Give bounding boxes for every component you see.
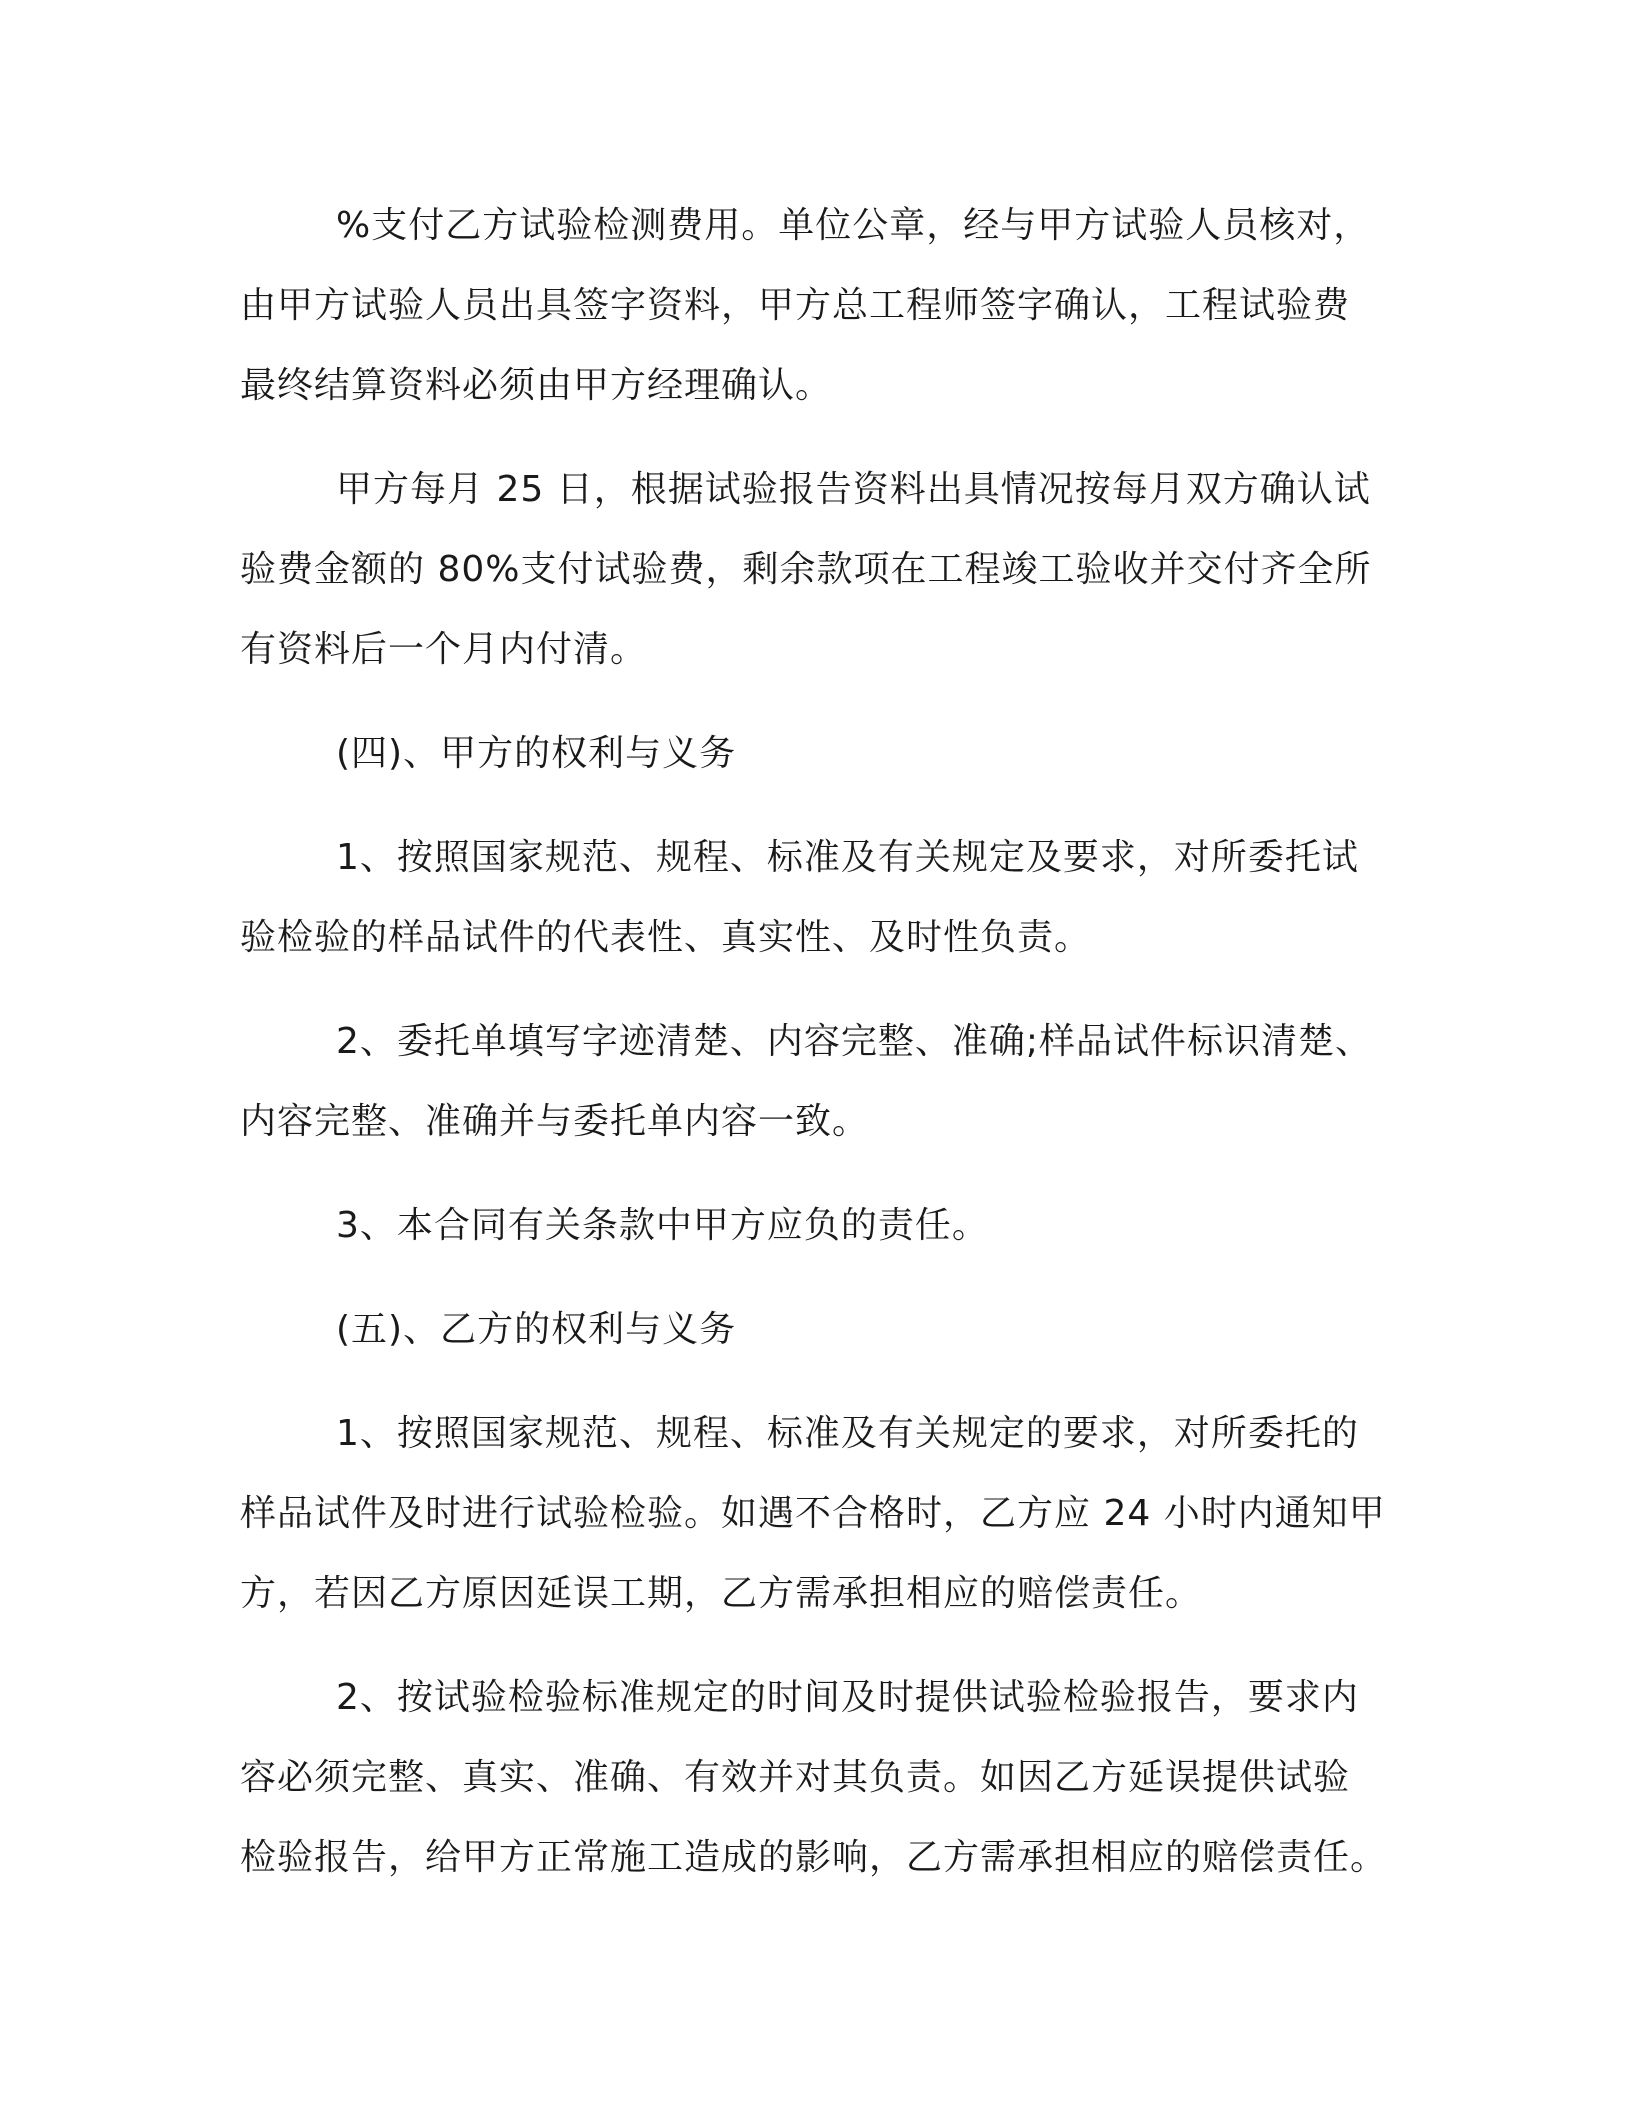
text-line: 内容完整、准确并与委托单内容一致。 [240, 1101, 870, 1142]
text-line: 容必须完整、真实、准确、有效并对其负责。如因乙方延误提供试验 [240, 1757, 1351, 1798]
text-line: 2、委托单填写字迹清楚、内容完整、准确;样品试件标识清楚、 [336, 1021, 1373, 1062]
text-line: 3、本合同有关条款中甲方应负的责任。 [336, 1205, 989, 1246]
paragraph-party-b-item-1 [240, 1394, 1386, 1634]
text-line: 验费金额的 80%支付试验费，剩余款项在工程竣工验收并交付齐全所 [240, 549, 1372, 590]
text-line: 有资料后一个月内付清。 [240, 629, 648, 670]
paragraph-payment-terms-continued [240, 186, 1380, 426]
document-body [240, 186, 1388, 1922]
text-line: (四)、甲方的权利与义务 [336, 733, 737, 774]
text-line: 方，若因乙方原因延误工期，乙方需承担相应的赔偿责任。 [240, 1573, 1203, 1614]
text-line: 最终结算资料必须由甲方经理确认。 [240, 365, 833, 406]
text-line: 甲方每月 25 日，根据试验报告资料出具情况按每月双方确认试 [336, 469, 1371, 510]
paragraph-party-b-item-2 [240, 1658, 1388, 1898]
paragraph-monthly-payment [240, 450, 1380, 690]
section-heading-party-b-rights [240, 1290, 1380, 1370]
text-line: 由甲方试验人员出具签字资料，甲方总工程师签字确认，工程试验费 [240, 285, 1351, 326]
text-line: 检验报告，给甲方正常施工造成的影响，乙方需承担相应的赔偿责任。 [240, 1837, 1388, 1878]
paragraph-party-a-item-2 [240, 1002, 1380, 1162]
text-line: 样品试件及时进行试验检验。如遇不合格时，乙方应 24 小时内通知甲 [240, 1493, 1386, 1534]
paragraph-party-a-item-3 [240, 1186, 1380, 1266]
section-heading-party-a-rights [240, 714, 1380, 794]
paragraph-party-a-item-1 [240, 818, 1380, 978]
text-line: (五)、乙方的权利与义务 [336, 1309, 737, 1350]
text-line: 1、按照国家规范、规程、标准及有关规定及要求，对所委托试 [336, 837, 1359, 878]
text-line: 验检验的样品试件的代表性、真实性、及时性负责。 [240, 917, 1092, 958]
text-line: 1、按照国家规范、规程、标准及有关规定的要求，对所委托的 [336, 1413, 1359, 1454]
text-line: %支付乙方试验检测费用。单位公章，经与甲方试验人员核对， [336, 205, 1371, 246]
text-line: 2、按试验检验标准规定的时间及时提供试验检验报告，要求内 [336, 1677, 1359, 1718]
